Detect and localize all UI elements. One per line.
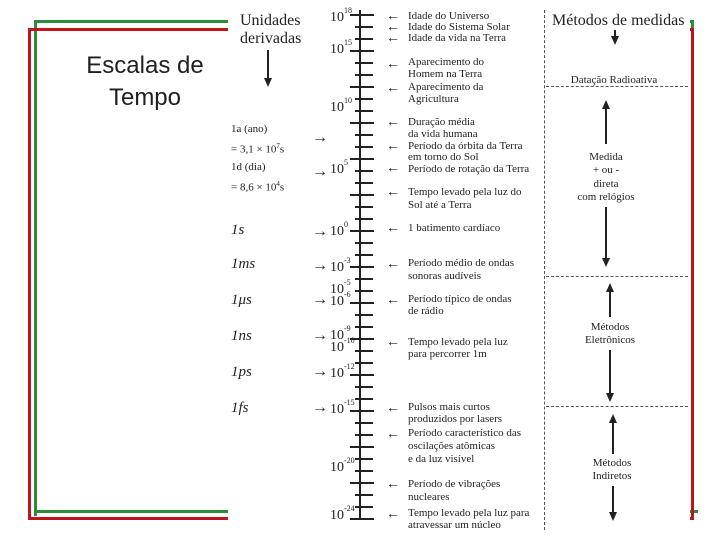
axis-tick bbox=[355, 110, 373, 112]
power-label-0: $10^0$ bbox=[330, 220, 348, 239]
event-label: Agricultura bbox=[408, 93, 459, 105]
event-arrow: ← bbox=[386, 427, 400, 442]
derived-unit-ps: 1ps bbox=[231, 364, 252, 380]
event-arrow: ← bbox=[386, 185, 400, 200]
derived-unit-ms: 1ms bbox=[231, 256, 256, 272]
event-arrow: ← bbox=[386, 115, 400, 130]
derived-unit-ns: 1ns bbox=[231, 328, 252, 344]
event-arrow: ← bbox=[386, 20, 400, 35]
derived-units-arrow-shaft bbox=[267, 50, 269, 80]
event-label: Período de rotação da Terra bbox=[408, 163, 530, 175]
method-clocks-line-1: Medida bbox=[589, 151, 623, 163]
methods-arrow-head bbox=[611, 36, 619, 45]
event-label: Aparecimento da bbox=[408, 81, 484, 93]
power-label-15: $10^{15}$ bbox=[330, 38, 352, 57]
derived-unit-us-arrow: → bbox=[312, 291, 328, 308]
method-indirect-line-1: Métodos bbox=[592, 457, 632, 469]
event-arrow: ← bbox=[386, 161, 400, 176]
method-clocks-line-4: com relógios bbox=[577, 191, 635, 203]
derived-unit-s: 1s bbox=[231, 222, 245, 238]
event-label: Pulsos mais curtos bbox=[408, 401, 490, 413]
axis-tick bbox=[355, 38, 373, 40]
power-label-minus-20: $10^{-20}$ bbox=[330, 456, 355, 475]
event-arrow: ← bbox=[386, 81, 400, 96]
power-label-minus-10: $10^{-10}$ bbox=[330, 336, 355, 355]
method-radioactive-dating: Datação Radioativa bbox=[570, 74, 658, 86]
slide-title-line-2: Tempo bbox=[108, 84, 182, 111]
axis-tick bbox=[355, 62, 373, 64]
axis-tick bbox=[350, 482, 374, 484]
event-label: Idade do Sistema Solar bbox=[408, 21, 510, 33]
axis-tick bbox=[350, 302, 374, 304]
axis-tick bbox=[355, 182, 373, 184]
event-arrow: ← bbox=[386, 57, 400, 72]
power-label-minus-6: $10^{-6}$ bbox=[330, 290, 351, 309]
axis-tick bbox=[350, 122, 374, 124]
axis-tick bbox=[350, 86, 374, 88]
methods-separator bbox=[546, 406, 688, 407]
axis-tick bbox=[355, 458, 373, 460]
power-label-18: $10^{18}$ bbox=[330, 6, 352, 25]
derived-year-label: 1a (ano) bbox=[231, 123, 268, 135]
axis-tick bbox=[355, 386, 373, 388]
electronic-arrow-down-shaft bbox=[609, 350, 611, 394]
axis-tick bbox=[355, 254, 373, 256]
event-arrow: ← bbox=[386, 221, 400, 236]
power-label-minus-3: $10^{-3}$ bbox=[330, 256, 351, 275]
axis-tick bbox=[355, 362, 373, 364]
event-label: em torno do Sol bbox=[408, 151, 479, 163]
axis-tick bbox=[355, 242, 373, 244]
axis-tick bbox=[355, 494, 373, 496]
event-label: Período típico de ondas bbox=[408, 293, 512, 305]
derived-unit-s-arrow: → bbox=[312, 223, 328, 240]
axis-tick bbox=[350, 194, 374, 196]
electronic-arrow-down-head bbox=[606, 393, 614, 402]
event-label: Tempo levado pela luz do bbox=[408, 186, 522, 198]
indirect-arrow-down-head bbox=[609, 512, 617, 521]
axis-tick bbox=[355, 290, 373, 292]
axis-tick bbox=[355, 206, 373, 208]
power-label-10: $10^{10}$ bbox=[330, 96, 352, 115]
derived-unit-fs-arrow: → bbox=[312, 399, 328, 416]
event-label: da vida humana bbox=[408, 128, 478, 140]
event-label: sonoras audíveis bbox=[408, 270, 482, 282]
axis-tick bbox=[350, 230, 374, 232]
method-clocks-line-3: direta bbox=[593, 178, 619, 190]
event-arrow: ← bbox=[386, 401, 400, 416]
axis-tick bbox=[355, 326, 373, 328]
event-arrow: ← bbox=[386, 477, 400, 492]
power-label-minus-24: $10^{-24}$ bbox=[330, 504, 355, 523]
event-label: Período médio de ondas bbox=[408, 257, 515, 269]
event-label: atravessar um núcleo bbox=[408, 519, 501, 531]
method-electronic-line-1: Métodos bbox=[590, 321, 630, 333]
event-label: Homem na Terra bbox=[408, 68, 483, 80]
event-label: oscilações atômicas bbox=[408, 440, 496, 452]
power-label-minus-12: $10^{-12}$ bbox=[330, 362, 355, 381]
axis-tick bbox=[355, 350, 373, 352]
power-label-minus-5: $10^{-5}$ bbox=[330, 278, 351, 297]
axis-tick bbox=[355, 470, 373, 472]
event-label: para percorrer 1m bbox=[408, 348, 487, 360]
power-label-minus-15: $10^{-15}$ bbox=[330, 398, 355, 417]
indirect-arrow-down-shaft bbox=[612, 486, 614, 514]
event-label: Duração média bbox=[408, 116, 475, 128]
derived-units-arrow-head bbox=[264, 78, 272, 87]
clocks-arrow-up-shaft bbox=[605, 108, 607, 144]
power-label-minus-9: $10^{-9}$ bbox=[330, 324, 351, 343]
axis-tick bbox=[355, 218, 373, 220]
derived-year-value: = $3,1 \times 10^7s$ bbox=[231, 142, 285, 156]
axis-tick bbox=[350, 14, 374, 16]
methods-header: Métodos de medidas bbox=[552, 12, 685, 29]
derived-unit-us: 1μs bbox=[231, 292, 252, 308]
method-indirect-line-2: Indiretos bbox=[592, 470, 632, 482]
method-electronic-line-2: Eletrônicos bbox=[584, 334, 636, 346]
clocks-arrow-down-head bbox=[602, 258, 610, 267]
indirect-arrow-up-shaft bbox=[612, 422, 614, 454]
event-label: nucleares bbox=[408, 491, 450, 503]
axis-tick bbox=[350, 266, 374, 268]
event-label: e da luz visível bbox=[408, 453, 475, 465]
derived-unit-ps-arrow: → bbox=[312, 363, 328, 380]
derived-year-arrow: → bbox=[312, 129, 328, 146]
event-label: Tempo levado pela luz para bbox=[408, 507, 530, 519]
axis-tick bbox=[355, 314, 373, 316]
clocks-arrow-down-shaft bbox=[605, 207, 607, 259]
axis-tick bbox=[355, 398, 373, 400]
axis-tick bbox=[355, 170, 373, 172]
slide-title bbox=[60, 50, 230, 114]
event-arrow: ← bbox=[386, 507, 400, 522]
derived-unit-ns-arrow: → bbox=[312, 327, 328, 344]
slide-title-line-1: Escalas de bbox=[86, 52, 204, 79]
event-label: produzidos por lasers bbox=[408, 413, 503, 425]
axis-tick bbox=[355, 134, 373, 136]
event-arrow: ← bbox=[386, 293, 400, 308]
event-label: Período característico das bbox=[408, 427, 522, 439]
axis-tick bbox=[355, 506, 373, 508]
axis-tick bbox=[355, 26, 373, 28]
event-label: Sol até a Terra bbox=[408, 199, 472, 211]
axis-tick bbox=[355, 74, 373, 76]
axis-tick bbox=[350, 50, 374, 52]
method-clocks-line-2: + ou - bbox=[592, 164, 620, 176]
event-label: de rádio bbox=[408, 305, 444, 317]
axis-tick bbox=[355, 422, 373, 424]
axis-tick bbox=[355, 98, 373, 100]
derived-units-header-line-1: Unidades bbox=[240, 12, 301, 29]
event-label: Tempo levado pela luz bbox=[408, 336, 508, 348]
axis-tick bbox=[355, 434, 373, 436]
event-label: Idade da vida na Terra bbox=[408, 32, 506, 44]
power-label-5: $10^5$ bbox=[330, 158, 348, 177]
axis-tick bbox=[355, 278, 373, 280]
slide-frame-red-top bbox=[28, 28, 228, 31]
derived-unit-ms-arrow: → bbox=[312, 257, 328, 274]
event-arrow: ← bbox=[386, 335, 400, 350]
event-label: Aparecimento do bbox=[408, 56, 485, 68]
event-arrow: ← bbox=[386, 9, 400, 24]
axis-tick bbox=[350, 446, 374, 448]
event-label: 1 batimento cardíaco bbox=[408, 222, 501, 234]
event-label: Idade do Universo bbox=[408, 10, 490, 22]
axis-tick bbox=[355, 146, 373, 148]
derived-unit-fs: 1fs bbox=[231, 400, 249, 416]
methods-separator bbox=[546, 276, 688, 277]
electronic-arrow-up-shaft bbox=[609, 291, 611, 317]
derived-day-arrow: → bbox=[312, 163, 328, 180]
event-arrow: ← bbox=[386, 31, 400, 46]
methods-divider bbox=[544, 10, 545, 530]
event-arrow: ← bbox=[386, 139, 400, 154]
derived-day-label: 1d (dia) bbox=[231, 161, 266, 173]
axis-tick bbox=[350, 158, 374, 160]
event-label: Período de vibrações bbox=[408, 478, 501, 490]
event-arrow: ← bbox=[386, 257, 400, 272]
derived-day-value: = $8,6 \times 10^4s$ bbox=[231, 180, 285, 194]
event-label: Período da órbita da Terra bbox=[408, 140, 523, 152]
derived-units-header-line-2: derivadas bbox=[240, 30, 302, 47]
